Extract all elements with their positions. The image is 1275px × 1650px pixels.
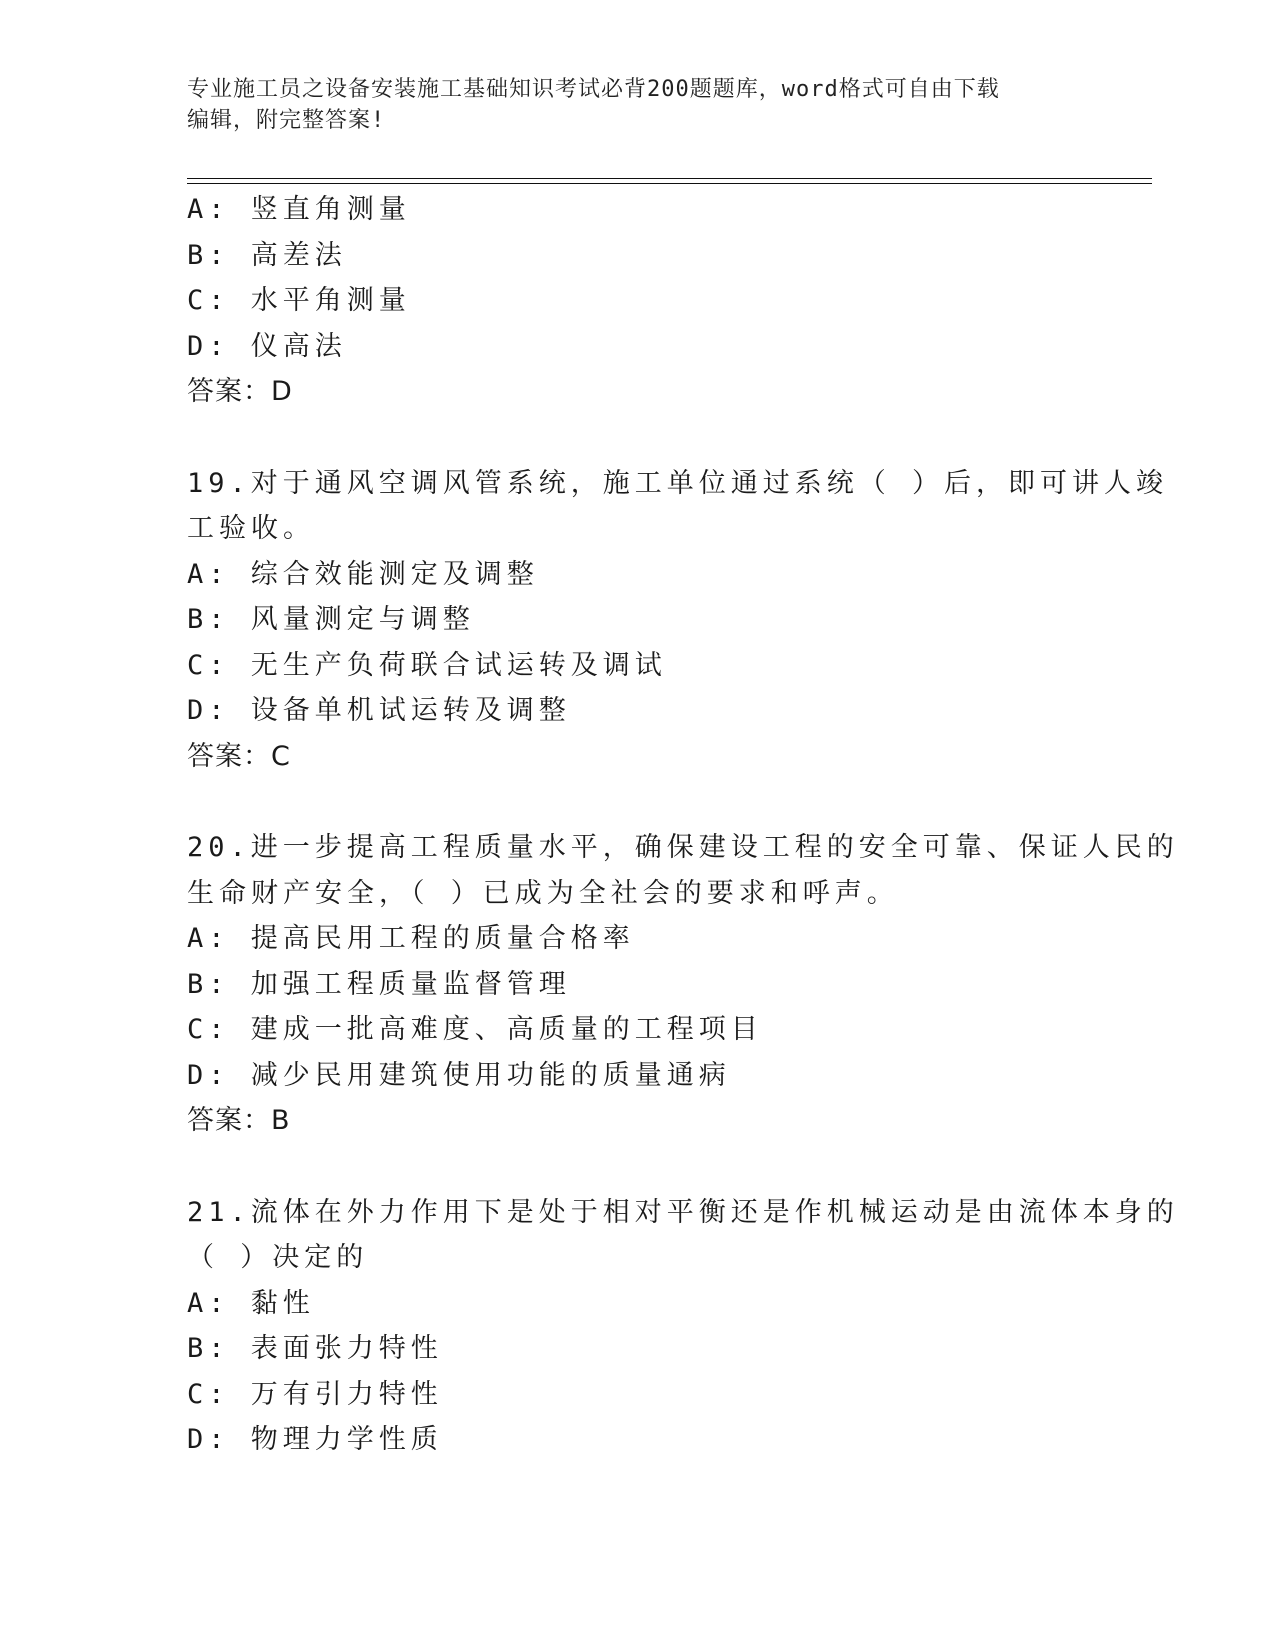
- answer-option: C: 无生产负荷联合试运转及调试: [187, 649, 667, 681]
- block-spacer: [187, 779, 1087, 825]
- question-text-line: （ ）决定的: [187, 1242, 369, 1273]
- header-rule-top: [187, 178, 1152, 179]
- question-text-line: 生命财产安全，（ ）已成为全社会的要求和呼声。: [187, 877, 899, 909]
- answer-key: 答案：C: [187, 740, 291, 772]
- block-spacer: [187, 1144, 1087, 1190]
- answer-option: A: 综合效能测定及调整: [187, 558, 539, 590]
- document-header: [187, 74, 1067, 136]
- question-block: [187, 825, 1179, 1144]
- block-spacer: [187, 415, 1087, 461]
- question-text-line: 19.对于通风空调风管系统，施工单位通过系统（ ）后，即可讲人竣: [187, 467, 1169, 499]
- question-text-line: 21.流体在外力作用下是处于相对平衡还是作机械运动是由流体本身的: [187, 1196, 1179, 1228]
- header-rule-bottom: [187, 183, 1152, 184]
- header-line-1: 专业施工员之设备安装施工基础知识考试必背200题题库，word格式可自由下载: [187, 77, 1000, 102]
- answer-option: D: 物理力学性质: [187, 1424, 443, 1455]
- answer-option: D: 减少民用建筑使用功能的质量通病: [187, 1059, 731, 1091]
- answer-option: A: 提高民用工程的质量合格率: [187, 923, 635, 954]
- answer-key: 答案：D: [187, 376, 293, 407]
- header-line-2: 编辑，附完整答案!: [187, 108, 386, 133]
- answer-option: B: 加强工程质量监督管理: [187, 968, 571, 1000]
- answer-option: B: 高差法: [187, 239, 347, 271]
- answer-option: B: 风量测定与调整: [187, 604, 475, 635]
- answer-option: B: 表面张力特性: [187, 1333, 443, 1364]
- answer-option: A: 竖直角测量: [187, 194, 411, 225]
- answer-option: D: 仪高法: [187, 330, 347, 362]
- question-text-line: 20.进一步提高工程质量水平，确保建设工程的安全可靠、保证人民的: [187, 832, 1179, 863]
- answer-key: 答案：B: [187, 1105, 291, 1136]
- answer-option: A: 黏性: [187, 1287, 315, 1319]
- question-block: [187, 461, 1169, 780]
- answer-option: C: 建成一批高难度、高质量的工程项目: [187, 1014, 763, 1045]
- question-list: [187, 187, 1179, 1463]
- answer-option: C: 水平角测量: [187, 285, 411, 316]
- question-block: [187, 187, 1087, 415]
- answer-option: D: 设备单机试运转及调整: [187, 695, 571, 726]
- question-block: [187, 1190, 1179, 1463]
- answer-option: C: 万有引力特性: [187, 1378, 443, 1410]
- question-text-line: 工验收。: [187, 513, 315, 544]
